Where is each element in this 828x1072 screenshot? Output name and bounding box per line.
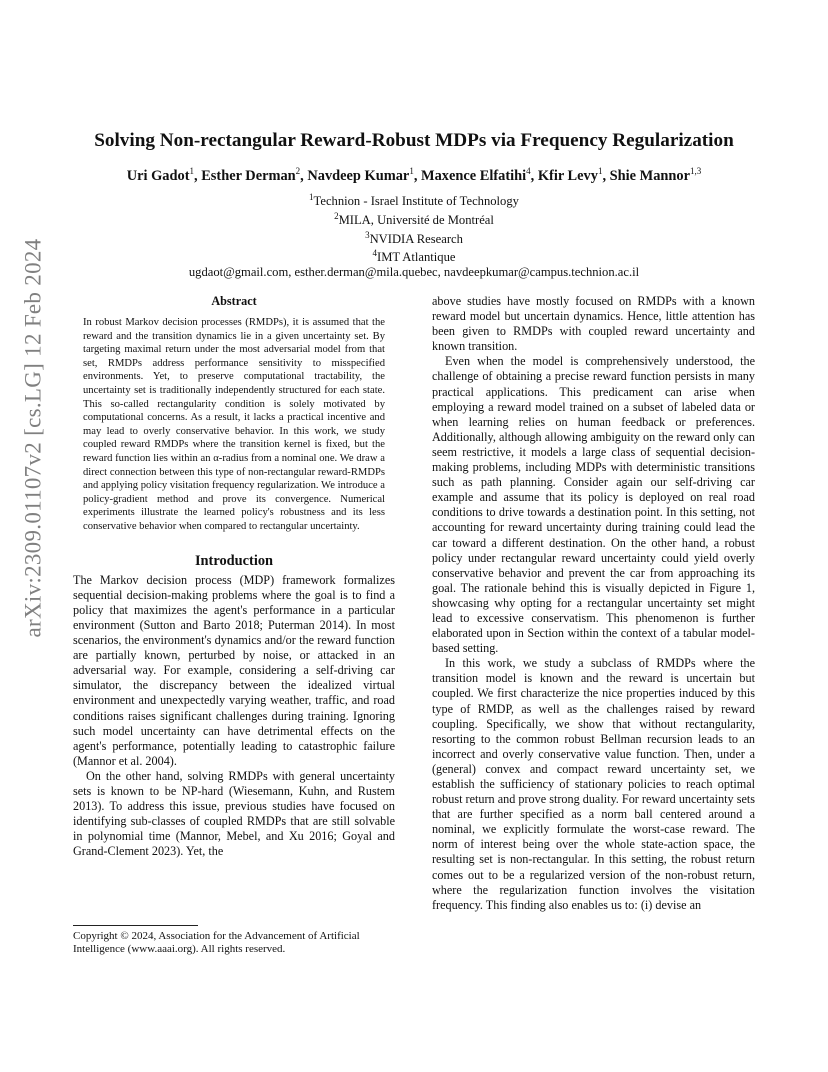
affiliation: $^1$Technion - Israel Institute of Technology [309,192,519,209]
right-column [432,294,755,913]
copyright-footnote [73,925,395,957]
affiliation: $^4$IMT Atlantique [372,248,456,265]
footnote-rule [73,925,198,926]
left-column [73,294,395,859]
paragraph: In this work, we study a subclass of RMDPs where the transition model is known and the reward is uncertain but coupled. We first characterize the nice properties induced by this type of RMDP, as well as the challenges raised by reward coupling. Specifically, we show that without rectangularity, resorting to the common robust Bellman recursion leads to an incorrect and overly conservative value function. Then, under a (general) convex and compact reward uncertainty set, we establish the sufficiency of stationary policies to reach optimal robust return and prove strong duality. For reward uncertainty sets that are further specified as a norm ball centered around a nominal, we explicitly formulate the worst-case reward. The norm of interest being over the whole state-action space, the resulting set is non-rectangular. In this setting, the robust return comes out to be a regularized version of the non-robust return, where the regularization function involves the visitation frequency. This finding also enables us to: (i) devise an [432,656,755,912]
paragraph: On the other hand, solving RMDPs with general uncertainty sets is known to be NP-hard (Wiesemann, Kuhn, and Rustem 2013). To address this issue, previous studies have focused on identifying sub-classes of coupled RMDPs that are still solvable in polynomial time (Mannor, Mebel, and Xu 2016; Goyal and Grand-Clement 2023). Yet, the [73,768,395,859]
paper-title: Solving Non-rectangular Reward-Robust MDPs via Frequency Regularization [94,130,734,151]
affiliation: $^3$NVIDIA Research [365,229,463,246]
affiliation: $^2$MILA, Université de Montréal [334,210,494,227]
author-list: Uri Gadot$^1$, Esther Derman$^2$, Navdeep Kumar$^1$, Maxence Elfatihi$^4$, Kfir Levy$^1$, Shie Mannor$^{1,3}$ [126,166,702,184]
author-name: Kfir Levy [537,167,598,184]
author-emails: ugdaot@gmail.com, esther.derman@mila.quebec, navdeepkumar@campus.technion.ac.il [188,265,640,280]
author-name: Uri Gadot [126,167,190,184]
abstract-heading: Abstract [211,294,257,308]
author-name: Maxence Elfatihi [421,167,527,184]
author-name: Navdeep Kumar [307,167,410,184]
author-name: Esther Derman [201,167,296,184]
abstract-text: In robust Markov decision processes (RMDPs), it is assumed that the reward and the transition dynamics lie in a given uncertainty set. By targeting maximal return under the most adversarial model from that set, RMDPs address performance sensitivity to misspecified environments. Yet, to preserve computational tractability, the uncertainty set is traditionally independently structured for each state. This so-called rectangularity condition is solely motivated by computational concerns. As a result, it lacks a practical incentive and may lead to overly conservative behavior. In this work, we study coupled reward RMDPs where the transition kernel is fixed, but the reward function lies within an α-radius from a nominal one. We draw a direct connection between this type of non-rectangular reward-RMDPs and applying policy visitation frequency regularization. We introduce a policy-gradient method and prove its convergence. Numerical experiments illustrate the learned policy's robustness and its less conservative behavior when compared to rectangular uncertainty. [83,317,385,532]
copyright-text: Copyright © 2024, Association for the Advancement of Artificial Intelligence (www.aaai.org). All rights reserved. [73,930,360,956]
introduction-heading: Introduction [194,552,274,569]
paragraph: above studies have mostly focused on RMDPs with a known reward model but uncertain dynamics. Hence, little attention has been given to RMDPs with coupled reward uncertainty and known transition. [432,294,755,354]
author-name: Shie Mannor [609,167,690,184]
paragraph: Even when the model is comprehensively understood, the challenge of obtaining a precise reward function persists in many practical applications. This predicament can arise when employing a reward model trained on a subset of labeled data or when learning relies on human feedback or preferences. Additionally, although allowing ambiguity on the reward only can seem restrictive, it models a large class of sequential decision-making problems, including MDPs with deterministic transitions such as path planning. Consider again our self-driving car example and assume that its policy is deployed on real road conditions to drive towards a destination point. In this setting, not accounting for reward uncertainty during training could lead the car toward a different destination. On the other hand, a robust policy under rectangular reward uncertainty could yield overly conservative behavior and prevent the car from approaching its goal. The rationale behind this is visually depicted in Figure 1, showcasing why opting for a rectangular uncertainty set might lead to excessive conservatism. This phenomenon is further elaborated upon in Section within the context of a tabular model-based setting. [432,354,755,656]
arxiv-id-text: arXiv:2309.01107v2 [cs.LG] 12 Feb 2024 [20,238,46,638]
affiliations [0,190,828,280]
paragraph: The Markov decision process (MDP) framework formalizes sequential decision-making problems where the goal is to find a policy that maximizes the agent's performance in a particular environment (Sutton and Barto 2018; Puterman 2014). In most scenarios, the environment's dynamics and/or the reward function are partially known, perturbed by noise, or attacked in an adversarial way. For example, considering a self-driving car simulator, the discrepancy between the idealized virtual environment and unexpectedly varying weather, traffic, and road conditions raises significant challenges during training. Ignoring such model uncertainty can have detrimental effects on the agent's performance, potentially leading to catastrophic failure (Mannor et al. 2004). [73,572,395,768]
